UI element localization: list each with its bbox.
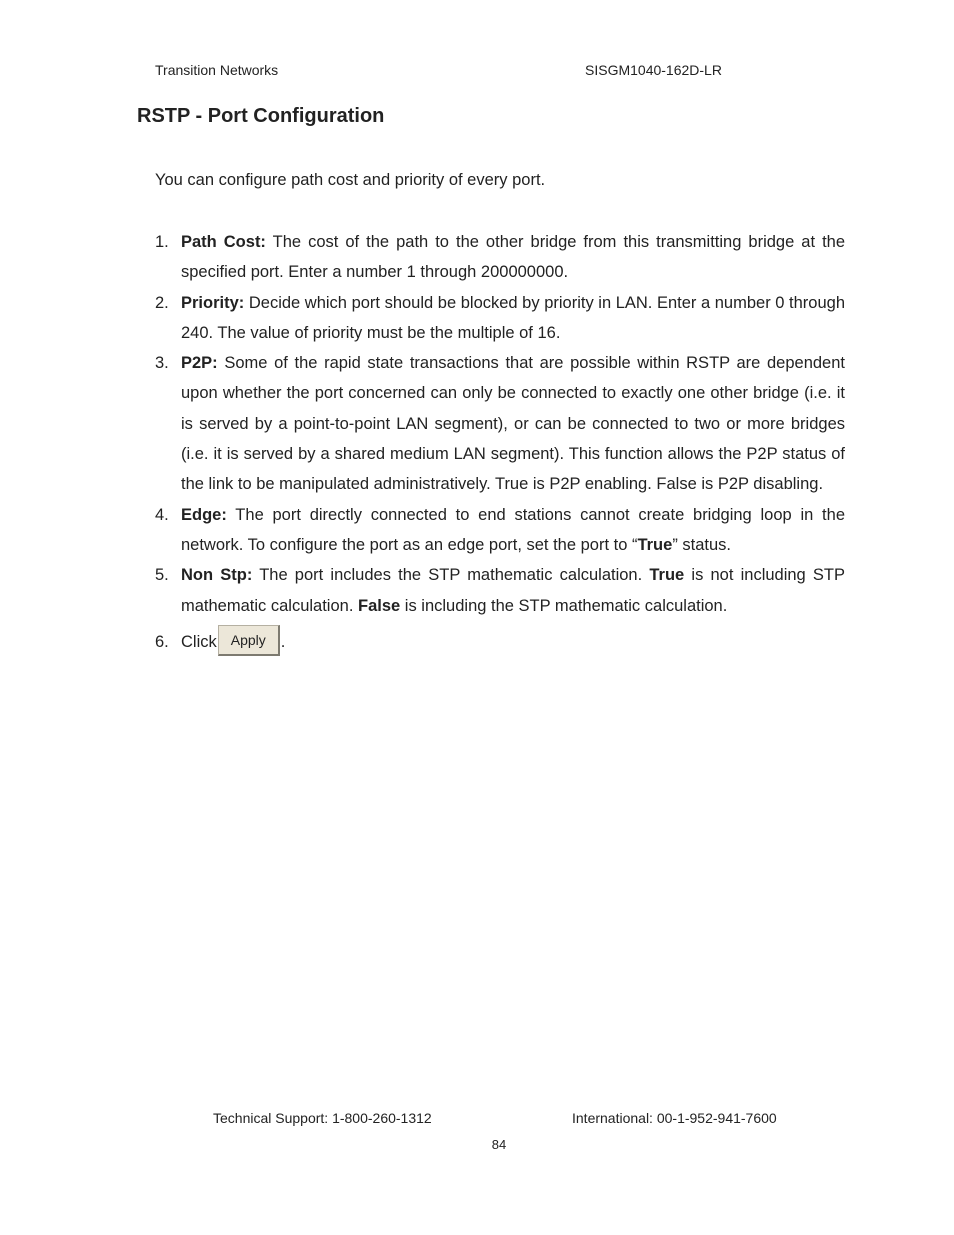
list-item-priority bbox=[155, 288, 845, 349]
item-number: 4. bbox=[155, 505, 169, 524]
item-number: 5. bbox=[155, 566, 169, 585]
item-text: is not including STP mathematic calculation. bbox=[181, 566, 845, 615]
item-term: Path Cost: bbox=[181, 233, 266, 251]
item-number: 6. bbox=[155, 632, 169, 651]
header-model: SISGM1040-162D-LR bbox=[585, 62, 722, 78]
list-item-edge bbox=[155, 500, 845, 561]
item-text: . bbox=[280, 632, 286, 651]
item-text: Some of the rapid state transactions that are possible within RSTP are dependent upon whether the port concerned can only be connected to exactly one other bridge (i.e. it is served by a point-to-point LAN segment), or can be connected to two or more bridges (i.e. it is served by a shared medium LAN segment). This function allows the P2P status of the link to be manipulated administratively. True is P2P enabling. False is P2P disabling. bbox=[181, 354, 845, 494]
section-title: RSTP - Port Configuration bbox=[137, 105, 385, 127]
list-item-path-cost bbox=[155, 227, 845, 288]
item-text: Click bbox=[181, 632, 217, 651]
footer-international: International: 00-1-952-941-7600 bbox=[572, 1110, 777, 1126]
item-term: Edge: bbox=[181, 505, 227, 524]
item-term: Priority: bbox=[181, 293, 245, 312]
field-description-list bbox=[155, 227, 845, 657]
list-item-non-stp bbox=[155, 560, 845, 621]
list-item-click-apply bbox=[155, 627, 845, 657]
header-company: Transition Networks bbox=[155, 62, 279, 78]
item-text: The cost of the path to the other bridge from this transmitting bridge at the specified port. Enter a number 1 through 200000000. bbox=[181, 233, 846, 282]
item-text: is including the STP mathematic calculation. bbox=[400, 596, 728, 615]
item-number: 2. bbox=[155, 293, 169, 312]
item-text: Decide which port should be blocked by priority in LAN. Enter a number 0 through 240. The value of priority must be the multiple of 16. bbox=[181, 293, 846, 342]
footer-support: Technical Support: 1-800-260-1312 bbox=[213, 1110, 432, 1126]
item-term: Non Stp: bbox=[181, 566, 253, 585]
item-text: The port includes the STP mathematic calculation. bbox=[252, 566, 650, 585]
item-number: 1. bbox=[155, 233, 169, 251]
item-text: ” status. bbox=[672, 535, 732, 554]
intro-text: You can configure path cost and priority of every port. bbox=[155, 171, 546, 189]
item-text: The port directly connected to end stations cannot create bridging loop in the network. To configure the port as an edge port, set the port to “ bbox=[181, 505, 845, 554]
item-emphasis: False bbox=[358, 596, 401, 615]
item-number: 3. bbox=[155, 354, 169, 373]
apply-button[interactable]: Apply bbox=[218, 625, 280, 656]
page-number: 84 bbox=[491, 1137, 507, 1152]
item-emphasis: True bbox=[649, 566, 685, 585]
list-item-p2p bbox=[155, 348, 845, 499]
item-term: P2P: bbox=[181, 354, 218, 373]
item-emphasis: True bbox=[637, 535, 673, 554]
